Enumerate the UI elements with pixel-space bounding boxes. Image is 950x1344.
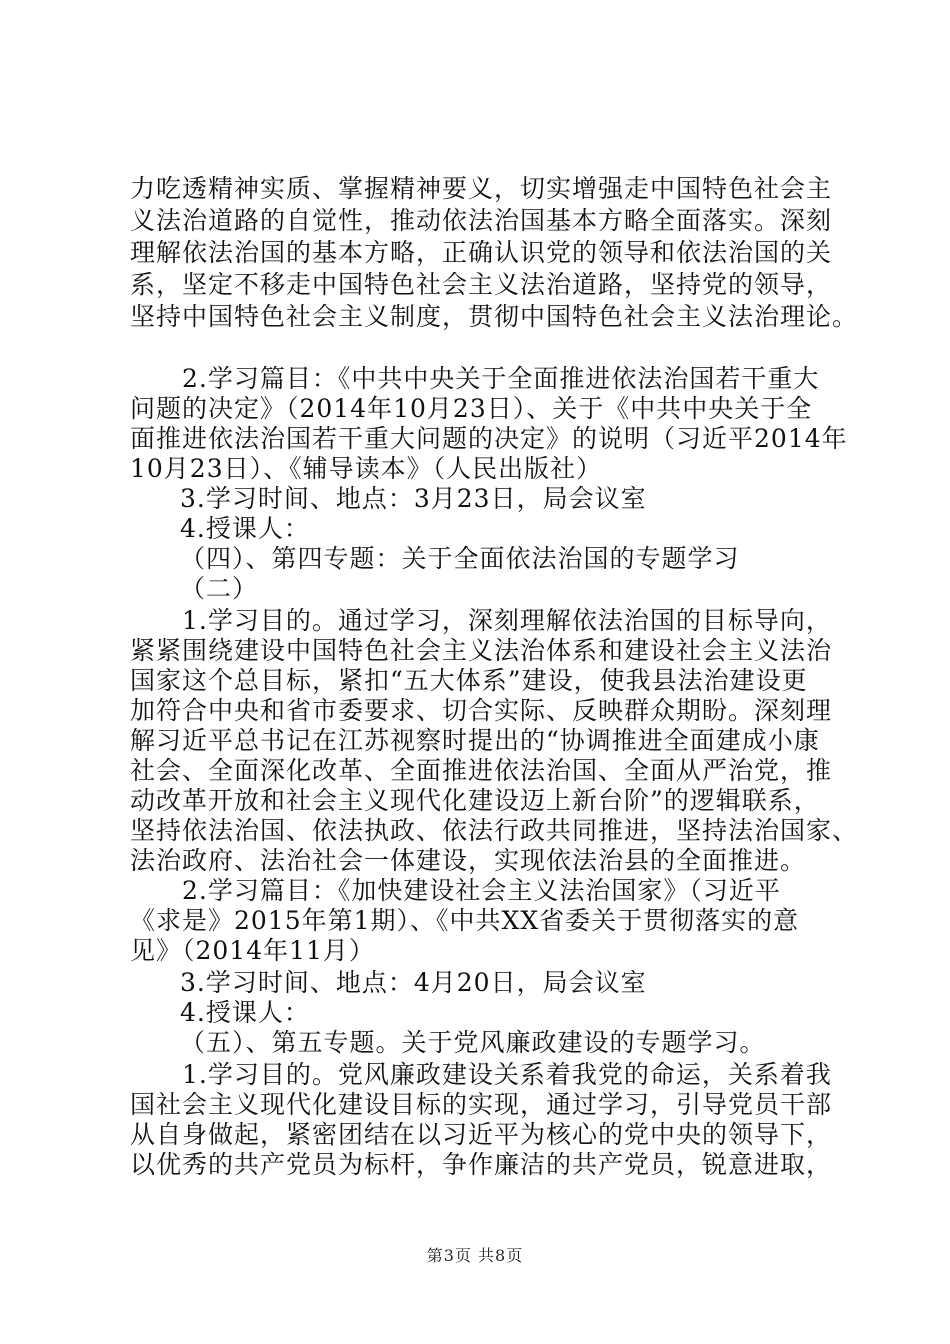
- study-time-place: 3.学习时间、地点：4月20日，局会议室: [180, 968, 647, 997]
- study-item-title: 2.学习篇目：《加快建设社会主义法治国家》（习近平: [182, 876, 781, 905]
- body-text-line: 解习近平总书记在江苏视察时提出的“协调推进全面建成小康: [130, 726, 820, 755]
- body-text-line: 国家这个总目标，紧扣“五大体系”建设，使我县法治建设更: [130, 666, 808, 695]
- body-text-line: 系，坚定不移走中国特色社会主义法治道路，坚持党的领导，: [130, 270, 833, 299]
- body-text-line: 从自身做起，紧密团结在以习近平为核心的党中央的领导下，: [130, 1120, 833, 1149]
- study-purpose: 1.学习目的。通过学习，深刻理解依法治国的目标导向，: [182, 606, 832, 635]
- body-text-line: 坚持中国特色社会主义制度，贯彻中国特色社会主义法治理论。: [130, 302, 859, 331]
- body-text-line: 社会、全面深化改革、全面推进依法治国、全面从严治党，推: [130, 756, 833, 785]
- body-text-line: 加符合中央和省市委要求、切合实际、反映群众期盼。深刻理: [130, 696, 833, 725]
- study-time-place: 3.学习时间、地点：3月23日，局会议室: [180, 484, 647, 513]
- body-text-line: 理解依法治国的基本方略，正确认识党的领导和依法治国的关: [130, 238, 833, 267]
- body-text-line: 力吃透精神实质、掌握精神要义，切实增强走中国特色社会主: [130, 174, 833, 203]
- page-number-footer: 第3页 共8页: [426, 1246, 524, 1265]
- study-purpose: 1.学习目的。党风廉政建设关系着我党的命运，关系着我: [182, 1060, 832, 1089]
- study-item-title: 2.学习篇目：《中共中央关于全面推进依法治国若干重大: [182, 364, 820, 393]
- body-text-line: 义法治道路的自觉性，推动依法治国基本方略全面落实。深刻: [130, 206, 833, 235]
- body-text-line: 法治政府、法治社会一体建设，实现依法治县的全面推进。: [130, 846, 807, 875]
- body-text-line: 《求是》2015年第1期）、《中共XX省委关于贯彻落实的意: [130, 906, 800, 935]
- lecturer-label: 4.授课人：: [180, 998, 310, 1027]
- body-text-line: 以优秀的共产党员为标杆，争作廉洁的共产党员，锐意进取，: [130, 1150, 833, 1179]
- body-text-line: 面推进依法治国若干重大问题的决定》的说明（习近平2014年: [130, 424, 848, 453]
- body-text-line: 紧紧围绕建设中国特色社会主义法治体系和建设社会主义法治: [130, 636, 833, 665]
- lecturer-label: 4.授课人：: [180, 514, 310, 543]
- section-heading: （五）、第五专题。关于党风廉政建设的专题学习。: [180, 1028, 766, 1057]
- body-text-line: 国社会主义现代化建设目标的实现，通过学习，引导党员干部: [130, 1090, 833, 1119]
- section-heading: （四）、第四专题：关于全面依法治国的专题学习: [180, 544, 740, 573]
- body-text-line: 动改革开放和社会主义现代化建设迈上新台阶”的逻辑联系，: [130, 786, 820, 815]
- body-text-line: 见》（2014年11月）: [130, 936, 375, 965]
- body-text-line: 问题的决定》（2014年10月23日）、关于《中共中央关于全: [130, 394, 813, 423]
- body-text-line: 坚持依法治国、依法执政、依法行政共同推进，坚持法治国家、: [130, 816, 859, 845]
- sub-heading: （二）: [180, 574, 259, 603]
- body-text-line: 10月23日）、《辅导读本》（人民出版社）: [130, 454, 603, 483]
